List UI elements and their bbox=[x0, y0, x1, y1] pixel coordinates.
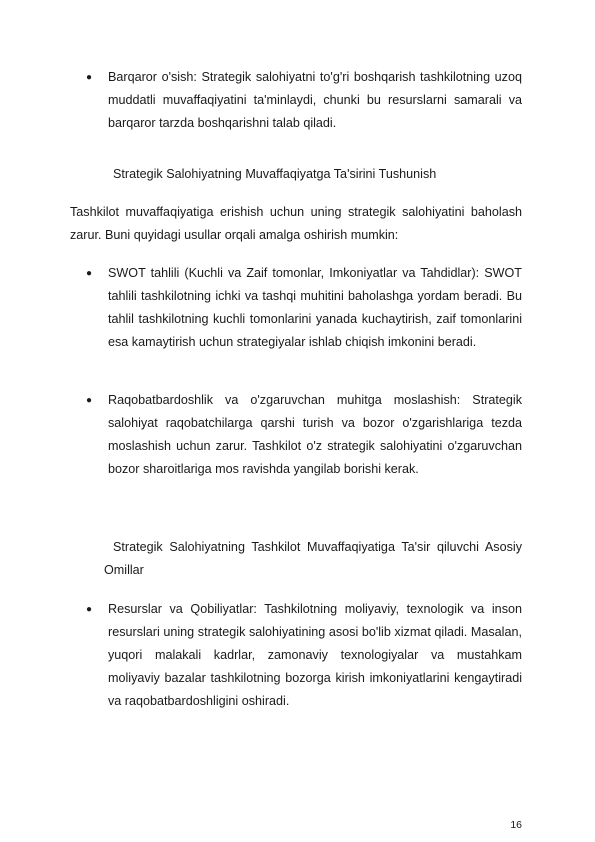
bullet-text-resurslar: Resurslar va Qobiliyatlar: Tashkilotning moliyaviy, texnologik va inson resurslari uning strategik salohiyatining asosi bo'lib xizmat qiladi. Masalan, yuqori malakali kadrlar, zamonaviy texnologiyalar va mustahkam moliyaviy bazalar tashkilotning bozorga kirish imkoniyatlarini kengaytiradi va raqobatbardoshligini oshiradi. bbox=[108, 602, 522, 708]
bullet-text-barqaror-osish: Barqaror o'sish: Strategik salohiyatni to'g'ri boshqarish tashkilotning uzoq muddatli muvaffaqiyatini ta'minlaydi, chunki bu resurslarni samarali va barqaror tarzda boshqarishni talab qiladi. bbox=[108, 70, 522, 130]
bullet-marker: ● bbox=[86, 604, 93, 615]
bullet-text-swot: SWOT tahlili (Kuchli va Zaif tomonlar, Imkoniyatlar va Tahdidlar): SWOT tahlili tashkilotning ichki va tashqi muhitini baholashga yordam beradi. Bu tahlil tashkilotning kuchli tomonlarini yanada kuchaytirish, zaif tomonlarini esa kamaytirish uchun strategiyalar ishlab chiqish imkonini beradi. bbox=[108, 266, 522, 349]
bullet-marker: ● bbox=[86, 72, 93, 83]
bullet-marker: ● bbox=[86, 395, 93, 406]
intro-paragraph: Tashkilot muvaffaqiyatiga erishish uchun uning strategik salohiyatini baholash zarur. Buni quyidagi usullar orqali amalga oshirish mumkin: bbox=[70, 205, 522, 242]
page-number: 16 bbox=[510, 819, 522, 831]
section-heading: Strategik Salohiyatning Tashkilot Muvaffaqiyatiga Ta'sir qiluvchi Asosiy Omillar bbox=[104, 540, 522, 577]
bullet-text-raqobatbardoshlik: Raqobatbardoshlik va o'zgaruvchan muhitga moslashish: Strategik salohiyat raqobatchilarga qarshi turish va bozor o'zgarishlariga tezda moslashish uchun zarur. Tashkilot o'z strategik salohiyatini o'zgaruvchan bozor sharoitlariga mos ravishda yangilab borishi kerak. bbox=[108, 393, 522, 476]
bullet-marker: ● bbox=[86, 268, 93, 279]
section-heading: Strategik Salohiyatning Muvaffaqiyatga Ta'sirini Tushunish bbox=[113, 167, 437, 181]
